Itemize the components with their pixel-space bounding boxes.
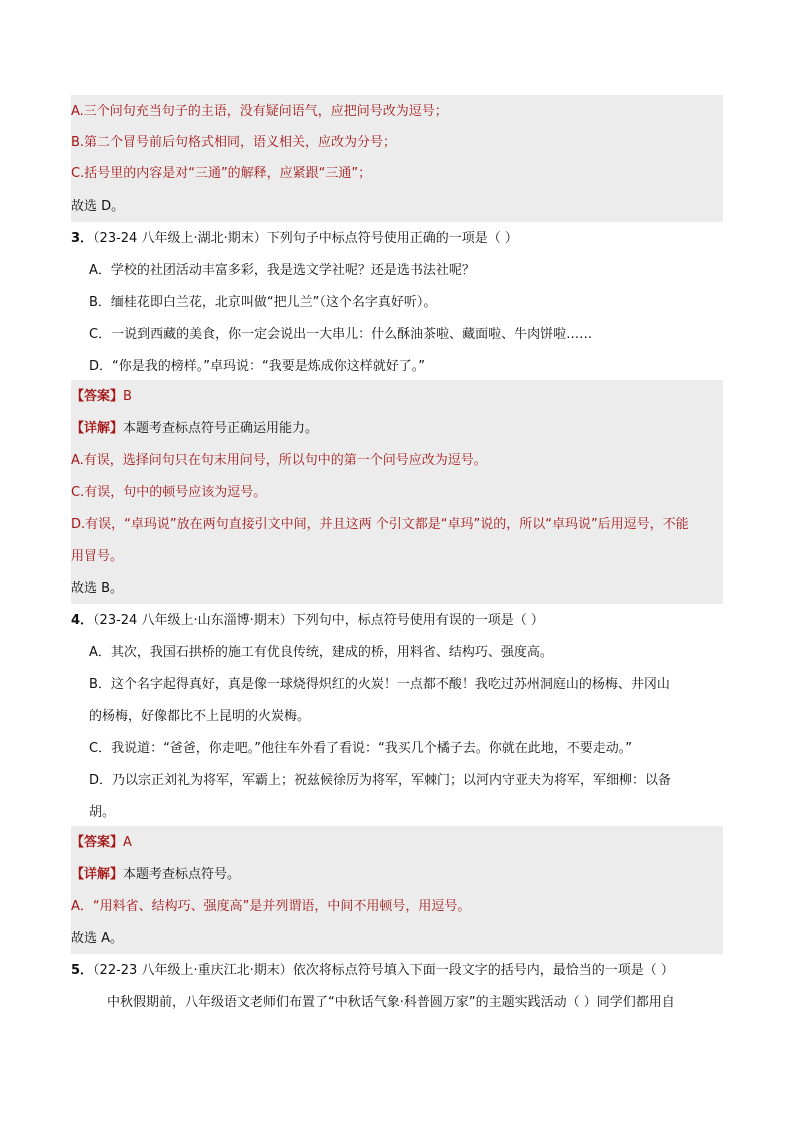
detail-line [71, 859, 723, 890]
question-number: 5． [71, 963, 94, 978]
question-3-stem [71, 223, 723, 254]
analysis-line-b: B.第二个冒号前后句格式相同，语义相关，应改为分号； [71, 135, 397, 150]
question-stem-text: （23-24 八年级上·山东淄博·期末）下列句中，标点符号使用有误的一项是（ ） [93, 613, 544, 628]
question-number: 3． [71, 231, 94, 246]
detail-text: 本题考查标点符号。 [123, 867, 241, 882]
question-4-option-b-cont: 的杨梅，好像都比不上昆明的火炭梅。 [89, 709, 311, 724]
analysis-line-c: C.括号里的内容是对“三通”的解释，应紧跟“三通”； [71, 166, 372, 181]
question-4-option-d-cont: 胡。 [89, 805, 116, 820]
answer-line [71, 827, 723, 858]
conclusion-line: 故选 A。 [71, 931, 124, 946]
answer-tag: 【答案】 [71, 835, 124, 850]
analysis-line: A．“用料省、结构巧、强度高”是并列谓语，中间不用顿号，用逗号。 [71, 899, 471, 914]
question-5-stem [71, 955, 723, 986]
answer-value: B [123, 389, 132, 404]
question-4-option-d: D．乃以宗正刘礼为将军，军霸上；祝兹候徐厉为将军，军棘门；以河内守亚夫为将军，军细柳：以备 [89, 773, 672, 788]
question-3-option-c: C．一说到西藏的美食，你一定会说出一大串儿：什么酥油茶啦、藏面啦、牛肉饼啦…… [89, 327, 593, 342]
question-3-option-a: A．学校的社团活动丰富多彩，我是选文学社呢？还是选书法社呢？ [89, 263, 475, 278]
detail-text: 本题考查标点符号正确运用能力。 [123, 421, 319, 436]
question-4-stem [71, 605, 723, 636]
answer-line [71, 381, 723, 412]
question-4-option-b: B．这个名字起得真好，真是像一球烧得炽红的火炭！一点都不酸！我吃过苏州洞庭山的杨梅、井冈山 [89, 677, 670, 692]
analysis-line: 用冒号。 [71, 549, 124, 564]
question-5-passage: 中秋假期前，八年级语文老师们布置了“中秋话气象·科普圆万家”的主题实践活动（ ）同学们都用自 [107, 995, 675, 1010]
conclusion-line: 故选 B。 [71, 581, 124, 596]
analysis-line: C.有误，句中的顿号应该为逗号。 [71, 485, 267, 500]
conclusion-line: 故选 D。 [71, 199, 125, 214]
question-stem-text: （22-23 八年级上·重庆江北·期末）依次将标点符号填入下面一段文字的括号内，最恰当的一项是（ ） [93, 963, 674, 978]
question-number: 4． [71, 613, 94, 628]
analysis-line: A.有误，选择问句只在句末用问号，所以句中的第一个问号应改为逗号。 [71, 453, 487, 468]
question-3-option-d: D．“你是我的榜样。”卓玛说：“我要是炼成你这样就好了。” [89, 359, 425, 374]
detail-tag: 【详解】 [71, 421, 124, 436]
analysis-line: D.有误，“卓玛说”放在两句直接引文中间，并且这两 个引文都是“卓玛”说的，所以“卓玛说”后用逗号，不能 [71, 517, 689, 532]
detail-line [71, 413, 723, 444]
answer-value: A [123, 835, 132, 850]
detail-tag: 【详解】 [71, 867, 124, 882]
question-stem-text: （23-24 八年级上·湖北·期末）下列句子中标点符号使用正确的一项是（ ） [93, 231, 518, 246]
answer-tag: 【答案】 [71, 389, 124, 404]
analysis-line-a: A.三个问句充当句子的主语，没有疑问语气，应把问号改为逗号； [71, 104, 448, 119]
question-4-option-a: A．其次，我国石拱桥的施工有优良传统，建成的桥，用料省、结构巧、强度高。 [89, 645, 553, 660]
question-4-option-c: C．我说道：“爸爸，你走吧。”他往车外看了看说：“我买几个橘子去。你就在此地，不要走动。” [89, 741, 633, 756]
question-3-option-b: B．缅桂花即白兰花，北京叫做“把儿兰”（这个名字真好听）。 [89, 295, 437, 310]
